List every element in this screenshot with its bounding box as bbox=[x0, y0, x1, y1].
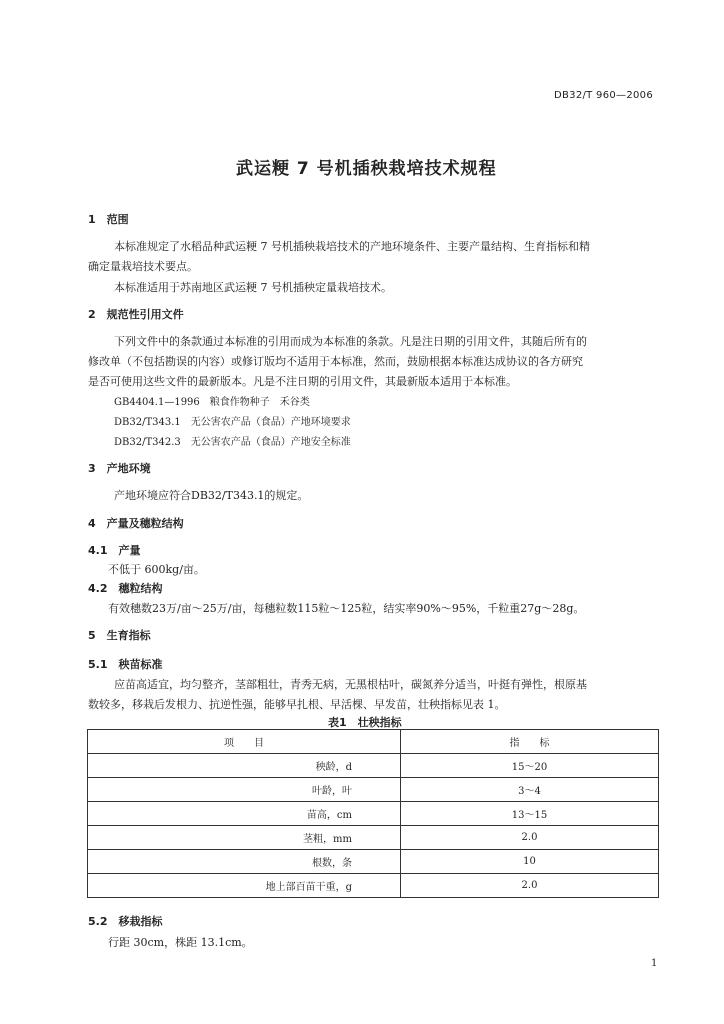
subsection-5-1-heading: 5.1 秧苗标准 bbox=[88, 658, 163, 671]
table-cell-item: 苗高，cm bbox=[88, 802, 401, 826]
reference-item: GB4404.1—1996 粮食作物种子 禾谷类 bbox=[114, 397, 310, 408]
document-code: DB32/T 960—2006 bbox=[554, 90, 653, 101]
section-1-text: 本标准规定了水稻品种武运粳 7 号机插秧栽培技术的产地环境条件、主要产量结构、生育指标和精 bbox=[114, 240, 590, 253]
subsection-4-2-text: 有效穗数23万/亩～25万/亩，每穗粒数115粒～125粒，结实率90%～95%，千粒重27g～28g。 bbox=[108, 602, 585, 615]
section-1-heading: 1 范围 bbox=[88, 213, 129, 226]
table-cell-item: 茎粗，mm bbox=[88, 826, 401, 850]
section-2-text: 是否可使用这些文件的最新版本。凡是不注日期的引用文件，其最新版本适用于本标准。 bbox=[88, 375, 517, 388]
table-cell-value: 13～15 bbox=[401, 802, 659, 826]
reference-item: DB32/T343.1 无公害农产品（食品）产地环境要求 bbox=[114, 417, 351, 428]
subsection-4-1-text: 不低于 600kg/亩。 bbox=[108, 563, 205, 576]
table-cell-item: 秧龄，d bbox=[88, 754, 401, 778]
section-4-heading: 4 产量及穗粒结构 bbox=[88, 517, 184, 530]
table-header-cell: 指 标 bbox=[401, 730, 659, 754]
table-row bbox=[88, 850, 659, 874]
section-5-heading: 5 生育指标 bbox=[88, 629, 151, 642]
table-row bbox=[88, 802, 659, 826]
table-row bbox=[88, 826, 659, 850]
table-cell-value: 2.0 bbox=[401, 874, 659, 898]
section-1-text: 确定量栽培技术要点。 bbox=[88, 260, 198, 273]
section-3-heading: 3 产地环境 bbox=[88, 462, 151, 475]
subsection-4-2-heading: 4.2 穗粒结构 bbox=[88, 582, 163, 595]
subsection-5-2-text: 行距 30cm，株距 13.1cm。 bbox=[108, 936, 253, 949]
table-cell-value: 3～4 bbox=[401, 778, 659, 802]
table-row bbox=[88, 778, 659, 802]
subsection-5-1-text: 应苗高适宜，均匀整齐，茎部粗壮，青秀无病，无黑根枯叶，碳氮养分适当，叶挺有弹性，根原基 bbox=[114, 678, 587, 691]
page-title: 武运粳 7 号机插秧栽培技术规程 bbox=[236, 159, 497, 179]
subsection-4-1-heading: 4.1 产量 bbox=[88, 544, 141, 557]
table-header-cell: 项 目 bbox=[88, 730, 401, 754]
table-header-row bbox=[88, 730, 659, 754]
table-row bbox=[88, 874, 659, 898]
table-row bbox=[88, 754, 659, 778]
table-cell-value: 10 bbox=[401, 850, 659, 874]
page-number: 1 bbox=[651, 958, 658, 969]
subsection-5-2-heading: 5.2 移栽指标 bbox=[88, 915, 163, 928]
section-2-heading: 2 规范性引用文件 bbox=[88, 308, 184, 321]
section-1-text: 本标准适用于苏南地区武运粳 7 号机插秧定量栽培技术。 bbox=[114, 281, 392, 294]
table-cell-item: 根数，条 bbox=[88, 850, 401, 874]
section-2-text: 下列文件中的条款通过本标准的引用而成为本标准的条款。凡是注日期的引用文件，其随后所有的 bbox=[114, 335, 587, 348]
section-3-text: 产地环境应符合DB32/T343.1的规定。 bbox=[114, 489, 309, 502]
table-cell-item: 叶龄，叶 bbox=[88, 778, 401, 802]
subsection-5-1-text: 数较多，移栽后发根力、抗逆性强，能够早扎根、早活棵、早发苗，壮秧指标见表 1。 bbox=[88, 698, 506, 711]
table-cell-item: 地上部百苗干重，g bbox=[88, 874, 401, 898]
reference-item: DB32/T342.3 无公害农产品（食品）产地安全标准 bbox=[114, 437, 351, 448]
table-cell-value: 15～20 bbox=[401, 754, 659, 778]
table-caption: 表1 壮秧指标 bbox=[328, 716, 402, 729]
table-cell-value: 2.0 bbox=[401, 826, 659, 850]
seedling-index-table bbox=[87, 729, 659, 898]
section-2-text: 修改单（不包括勘误的内容）或修订版均不适用于本标准，然而，鼓励根据本标准达成协议的各方研究 bbox=[88, 355, 583, 368]
